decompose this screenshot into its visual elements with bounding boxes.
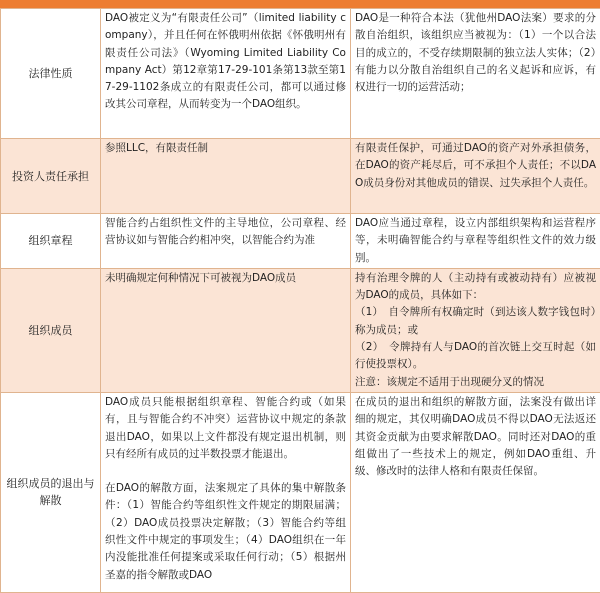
- table-row: [1, 268, 600, 392]
- wyoming-cell: [101, 392, 351, 592]
- utah-cell: DAO应当通过章程，设立内部组织架构和运营程序等，未明确智能合约与章程等组织性文件的效力级别。: [351, 214, 600, 269]
- members-item-2: （2） 令牌持有人与DAO的首次链上交互时起（如行使投票权）。: [355, 339, 596, 374]
- row-label-investor-liability: 投资人责任承担: [1, 139, 101, 214]
- dissolution-paragraph: 在DAO的解散方面，法案规定了具体的集中解散条件：（1）智能合约等组织性文件规定的期限届满；（2）DAO成员投票决定解散；（3）智能合约等组织性文件中规定的事项发生；（4）DAO组织在一年内没能批准任何提案或采取任何行动；（5）根据州圣嘉的指令解散或DAO: [105, 480, 346, 584]
- utah-cell: [351, 268, 600, 392]
- wyoming-cell: 参照LLC，有限责任制: [101, 139, 351, 214]
- table-row: [1, 139, 600, 214]
- utah-cell: DAO是一种符合本法（犹他州DAO法案）要求的分散自治组织，该组织应当被视为：（1）一个以合法目的成立的，不受存续期限制的独立法人实体；（2）有能力以分散自治组织自己的名义起诉和应诉，有权进行一切的运营活动；: [351, 9, 600, 139]
- utah-cell: 有限责任保护，可通过DAO的资产对外承担债务，在DAO的资产耗尽后，可不承担个人责任；不以DAO成员身份对其他成员的错误、过失承担个人责任。: [351, 139, 600, 214]
- utah-cell: 在成员的退出和组织的解散方面，法案没有做出详细的规定，其仅明确DAO成员不得以DAO无法返还其资金贡献为由要求解散DAO。同时还对DAO的重组做出了一些技术上的规定，例如DAO重组、升级、修改时的法律人格和有限责任保留。: [351, 392, 600, 592]
- table-row: [1, 9, 600, 139]
- dao-law-comparison-table: [0, 8, 600, 593]
- wyoming-cell: DAO被定义为“有限责任公司”（limited liability company），并且任何在怀俄明州依据《怀俄明州有限责任公司法》（Wyoming Limited Liability Company Act）第12章第17-29-101条第13款至第17-29-1102条成立的有限责任公司，都可以通过修改其公司章程，从而转变为一个DAO组织。: [101, 9, 351, 139]
- table-row: [1, 392, 600, 592]
- wyoming-cell: 智能合约占组织性文件的主导地位，公司章程、经营协议如与智能合约相冲突，以智能合约为准: [101, 214, 351, 269]
- exit-paragraph: DAO成员只能根据组织章程、智能合约或（如果有，且与智能合约不冲突）运营协议中规定的条款退出DAO，如果以上文件都没有规定退出机制，则只有经所有成员的过半数投票才能退出。: [105, 394, 346, 463]
- row-label-members: 组织成员: [1, 268, 101, 392]
- table-top-accent-bar: [0, 0, 600, 8]
- row-label-exit-dissolution: 组织成员的退出与解散: [1, 392, 101, 592]
- members-intro: 持有治理令牌的人（主动持有或被动持有）应被视为DAO的成员，具体如下：: [355, 270, 596, 305]
- members-note: 注意：该规定不适用于出现硬分叉的情况: [355, 374, 596, 391]
- row-label-articles: 组织章程: [1, 214, 101, 269]
- wyoming-cell: 未明确规定何种情况下可被视为DAO成员: [101, 268, 351, 392]
- row-label-legal-nature: 法律性质: [1, 9, 101, 139]
- members-item-1: （1） 自令牌所有权确定时（到达该人数字钱包时）称为成员；或: [355, 304, 596, 339]
- table-row: [1, 214, 600, 269]
